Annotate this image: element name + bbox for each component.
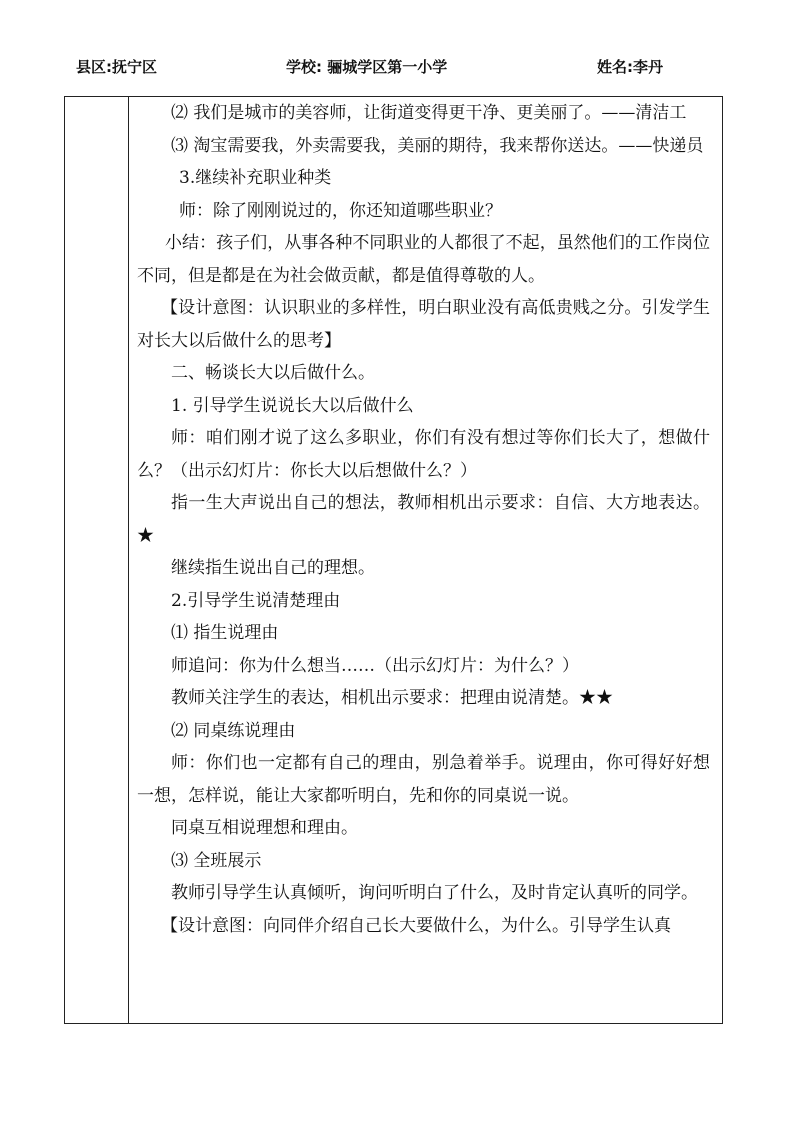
paragraph: 2.引导学生说清楚理由 (171, 590, 341, 611)
design-intent-note: 【设计意图：认识职业的多样性，明白职业没有高低贵贱之分。引发学生对长大以后做什么的思考】 (137, 298, 710, 351)
paragraph: ⑴ 指生说理由 (171, 623, 279, 643)
paragraph: 教师引导学生认真倾听，询问听明白了什么，及时肯定认真听的同学。 (171, 883, 698, 903)
page-header (0, 56, 794, 80)
paragraph: 指一生大声说出自己的想法，教师相机出示要求：自信、大方地表达。★ (137, 493, 710, 546)
paragraph: 师：除了刚刚说过的，你还知道哪些职业？ (179, 200, 502, 221)
design-intent-note: 【设计意图：向同伴介绍自己长大要做什么，为什么。引导学生认真 (161, 915, 671, 936)
paragraph: 1. 引导学生说说长大以后做什么 (171, 395, 414, 416)
paragraph: 教师关注学生的表达，相机出示要求：把理由说清楚。★★ (171, 688, 613, 708)
paragraph: 小结：孩子们，从事各种不同职业的人都很了不起，虽然他们的工作岗位不同，但是都是在为社会做贡献，都是值得尊敬的人。 (137, 233, 710, 286)
paragraph: 师：你们也一定都有自己的理由，别急着举手。说理由，你可得好好想一想，怎样说，能让大家都听明白，先和你的同桌说一说。 (137, 753, 710, 806)
paragraph: 继续指生说出自己的理想。 (171, 558, 375, 578)
section-heading: 二、畅谈长大以后做什么。 (171, 363, 375, 383)
paragraph: ⑵ 同桌练说理由 (171, 720, 296, 741)
paragraph: ⑶ 全班展示 (171, 850, 262, 871)
paragraph: ⑵ 我们是城市的美容师，让街道变得更干净、更美丽了。——清洁工 (171, 103, 687, 123)
paragraph: 3.继续补充职业种类 (179, 168, 332, 188)
lesson-plan-table (64, 96, 723, 1024)
paragraph: 同桌互相说理想和理由。 (171, 818, 358, 838)
lesson-content-cell (129, 97, 722, 1023)
author-name-label: 姓名:李丹 (597, 58, 663, 76)
paragraph: 师追问：你为什么想当……（出示幻灯片：为什么？） (171, 655, 579, 676)
county-label: 县区:抚宁区 (76, 58, 157, 76)
school-label: 学校: 骊城学区第一小学 (286, 58, 448, 76)
paragraph: 师：咱们刚才说了这么多职业，你们有没有想过等你们长大了，想做什么？（出示幻灯片：你长大以后想做什么？） (137, 428, 710, 481)
paragraph: ⑶ 淘宝需要我，外卖需要我，美丽的期待，我来帮你送达。——快递员 (171, 135, 704, 156)
table-left-column (65, 97, 129, 1023)
